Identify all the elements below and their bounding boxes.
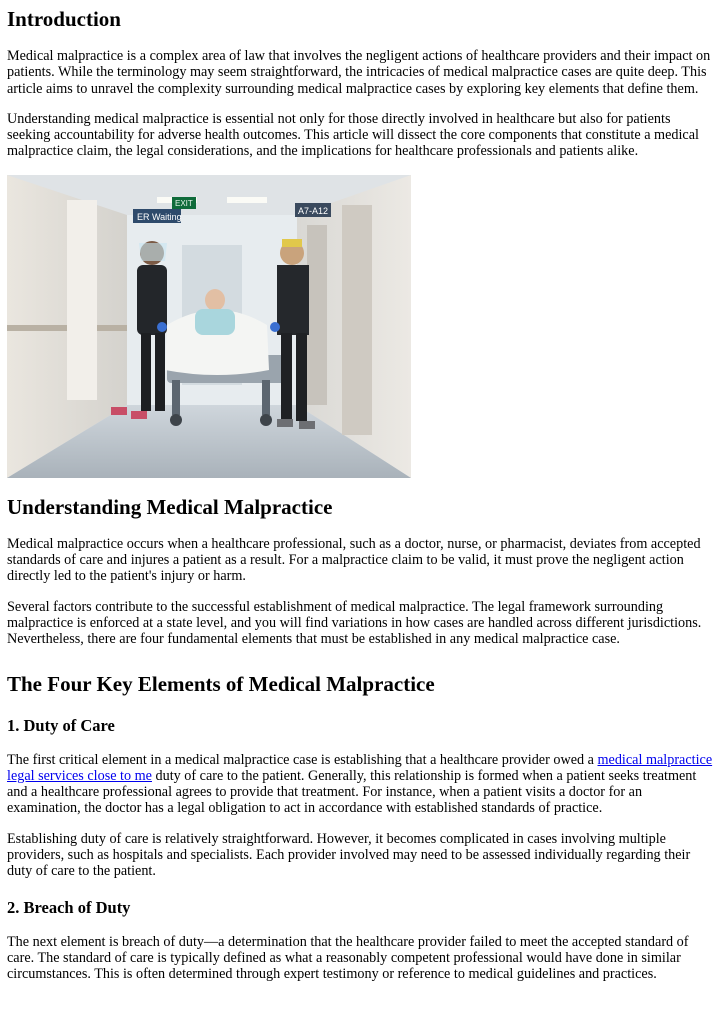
breach-paragraph-1: The next element is breach of duty—a determination that the healthcare provider failed to meet the accepted standard of care. The standard of care is typically defined as what a reasonably competent professional would have done in similar circumstances. This is often determined through expert testimony or reference to medical guidelines and practices.	[7, 933, 689, 983]
four-elements-heading: The Four Key Elements of Medical Malpractice	[7, 671, 435, 696]
duty-paragraph-2: Establishing duty of care is relatively straightforward. However, it becomes complicated in cases involving multiple providers, such as hospitals and specialists. Each provider involved may need to be assessed individually regarding their duty of care to the patient.	[7, 830, 691, 880]
understanding-paragraph-2: Several factors contribute to the successful establishment of medical malpractice. The legal framework surrounding malpractice is enforced at a state level, and you will find variations in how cases are handled across different jurisdictions. Nevertheless, there are four fundamental elements that must be established in any medical malpractice case.	[7, 598, 702, 648]
intro-paragraph-2: Understanding medical malpractice is essential not only for those directly involved in healthcare but also for patients seeking accountability for adverse health outcomes. This article will dissect the core components that constitute a medical malpractice claim, the legal considerations, and the implications for healthcare professionals and patients alike.	[7, 110, 699, 160]
room-sign: A7-A12	[298, 205, 329, 216]
understanding-paragraph-1: Medical malpractice occurs when a healthcare professional, such as a doctor, nurse, or pharmacist, deviates from accepted standards of care and injures a patient as a result. For a malpractice claim to be valid, it must prove the negligent action directly led to the patient's injury or harm.	[7, 535, 701, 585]
duty-text-before-link: The first critical element in a medical malpractice case is establishing that a healthcare provider owed a	[7, 751, 598, 768]
article	[0, 7, 720, 983]
hospital-corridor-image	[7, 175, 411, 478]
duty-paragraph-1	[7, 752, 713, 817]
breach-of-duty-heading: 2. Breach of Duty	[7, 897, 131, 917]
duty-text-after-link: duty of care to the patient. Generally, this relationship is formed when a patient seeks treatment and a healthcare professional agrees to provide that treatment. For instance, when a patient visits a doctor for an examination, the doctor has a legal obligation to act in accordance with established standards of practice.	[7, 767, 697, 817]
duty-of-care-heading: 1. Duty of Care	[7, 715, 115, 735]
er-waiting-sign: ER Waiting	[137, 211, 182, 222]
intro-heading: Introduction	[7, 7, 121, 31]
exit-sign: EXIT	[175, 198, 193, 208]
intro-paragraph-1: Medical malpractice is a complex area of law that involves the negligent actions of healthcare providers and their impact on patients. While the terminology may seem straightforward, the intricacies of medical malpractice cases are quite deep. This article aims to unravel the complexity surrounding medical malpractice cases by exploring key elements that define them.	[7, 48, 711, 97]
legal-services-link[interactable]: medical malpractice legal services close to me	[7, 751, 713, 784]
understanding-heading: Understanding Medical Malpractice	[7, 494, 333, 519]
